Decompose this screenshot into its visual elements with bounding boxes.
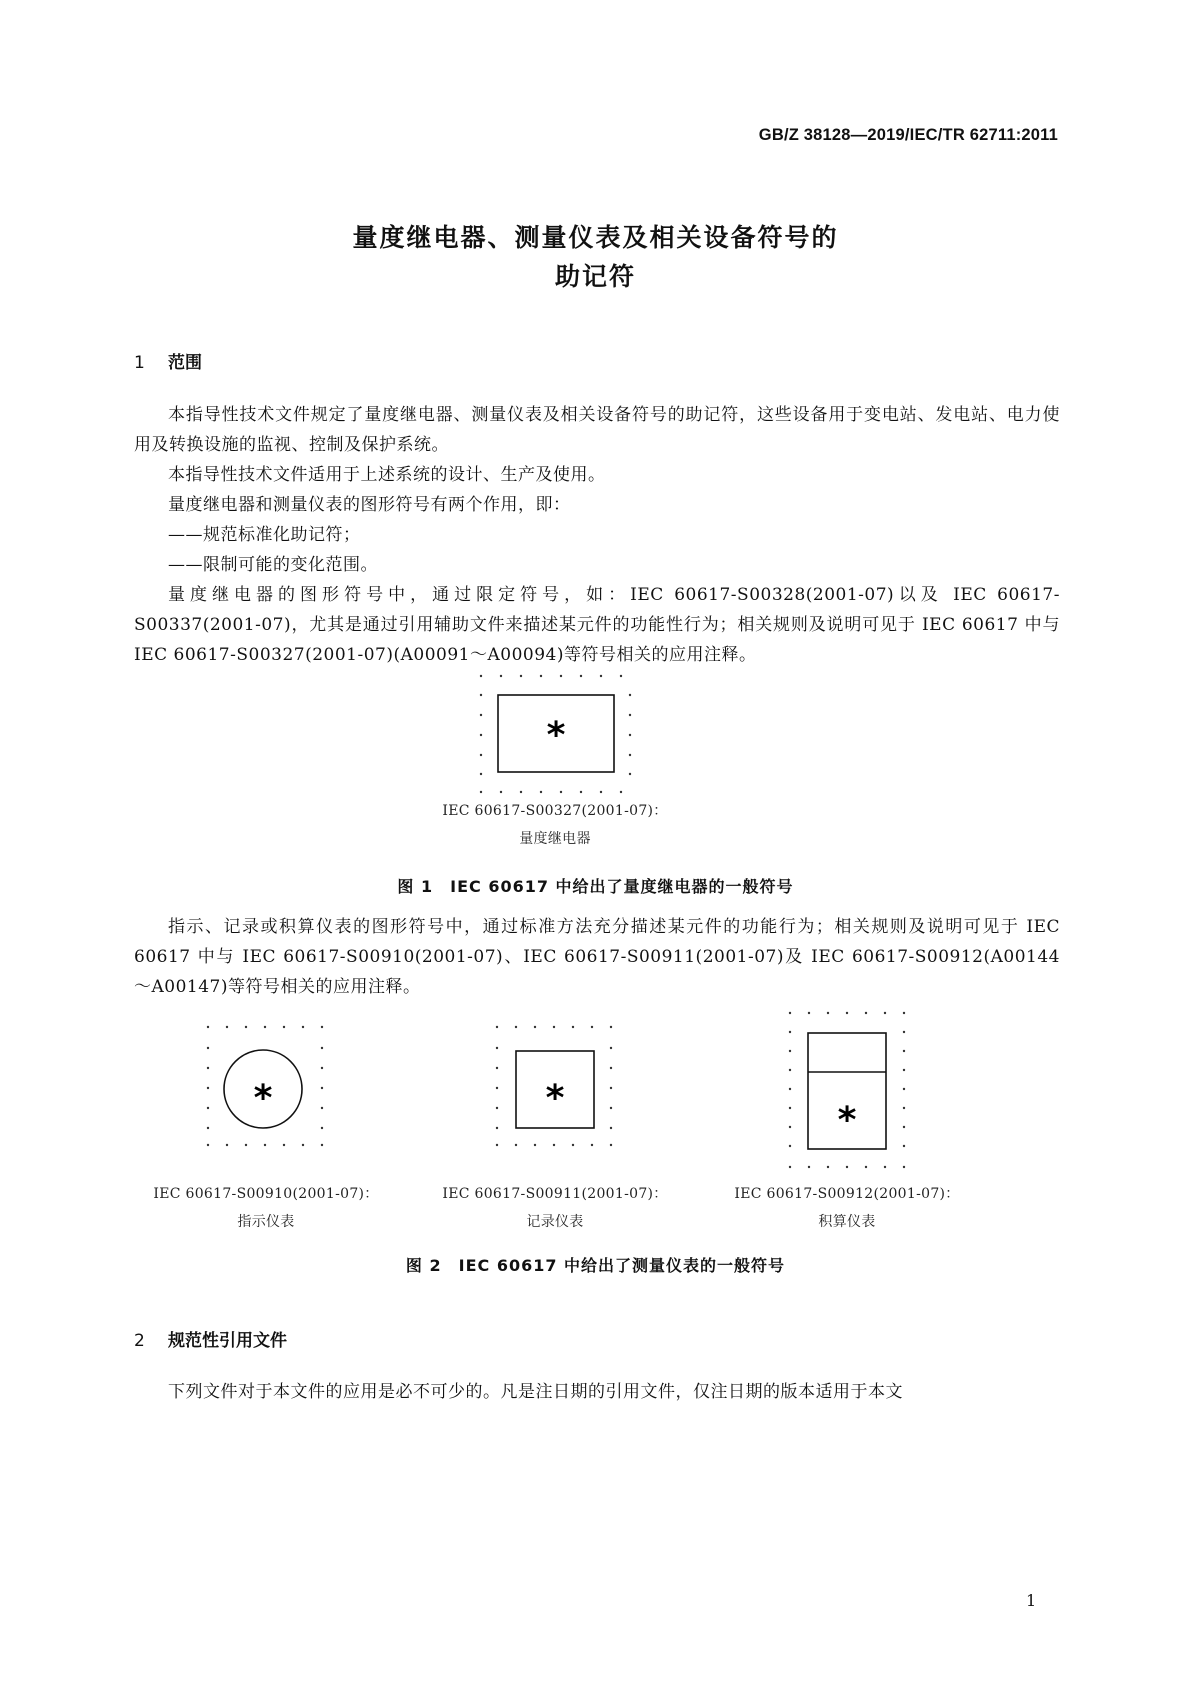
paragraph: 量度继电器和测量仪表的图形符号有两个作用，即： (168, 495, 571, 515)
section-1-body (134, 400, 1060, 670)
paragraph: 本指导性技术文件规定了量度继电器、测量仪表及相关设备符号的助记符，这些设备用于变电站、发电站、电力使用及转换设施的监视、控制及保护系统。 (134, 405, 1060, 455)
document-title-line1: 量度继电器、测量仪表及相关设备符号的 (352, 223, 839, 252)
symbol-name: 量度继电器 (519, 831, 591, 847)
dotted-grid (789, 1012, 905, 1168)
asterisk-mark: * (253, 1078, 273, 1119)
symbol-code: IEC 60617-S00327(2001-07)： (442, 803, 668, 819)
list-item: ——限制可能的变化范围。 (168, 555, 378, 575)
integrating-instrument-symbol (778, 1004, 918, 1176)
document-title-line2: 助记符 (554, 262, 636, 291)
asterisk-mark: * (545, 1078, 565, 1119)
section-1-number: 1 (134, 353, 145, 373)
symbol-name: 积算仪表 (818, 1214, 876, 1230)
symbol-code: IEC 60617-S00912(2001-07)： (734, 1186, 960, 1202)
paragraph: 本指导性技术文件适用于上述系统的设计、生产及使用。 (168, 465, 606, 485)
section-2-heading (134, 1326, 287, 1351)
recording-instrument-symbol (485, 1018, 625, 1152)
symbol-code: IEC 60617-S00910(2001-07)： (153, 1186, 379, 1202)
symbol-code: IEC 60617-S00911(2001-07)： (442, 1186, 668, 1202)
indicating-instrument-label (136, 1180, 396, 1236)
indicating-instrument-symbol (196, 1018, 336, 1152)
paragraph: 下列文件对于本文件的应用是必不可少的。凡是注日期的引用文件，仅注日期的版本适用于本文 (168, 1382, 903, 1402)
section-1-title: 范围 (168, 353, 202, 373)
page-number: 1 (1026, 1591, 1037, 1610)
instrument-paragraph (134, 912, 1060, 1002)
figure-2-caption: 图 2 IEC 60617 中给出了测量仪表的一般符号 (405, 1256, 786, 1275)
document-code: GB/Z 38128—2019/IEC/TR 62711:2011 (758, 126, 1058, 144)
paragraph: 指示、记录或积算仪表的图形符号中，通过标准方法充分描述某元件的功能行为；相关规则及说明可见于 IEC 60617 中与 IEC 60617-S00910(2001-07)、IEC 60617-S00911(2001-07)及 IEC 60617-S00912(A00144～A00147)等符号相关的应用注释。 (134, 917, 1060, 997)
figure-1-symbol-label (420, 797, 690, 853)
symbol-name: 指示仪表 (237, 1214, 295, 1230)
symbol-name: 记录仪表 (526, 1214, 584, 1230)
integrating-instrument-label (717, 1180, 977, 1236)
measuring-relay-symbol (470, 668, 640, 800)
section-2-number: 2 (134, 1331, 145, 1351)
section-2-body (134, 1377, 1060, 1407)
list-item: ——规范标准化助记符； (168, 525, 361, 545)
asterisk-mark: * (837, 1100, 857, 1141)
asterisk-mark: * (546, 715, 566, 756)
figure-1-caption: 图 1 IEC 60617 中给出了量度继电器的一般符号 (397, 877, 794, 896)
paragraph: 量度继电器的图形符号中，通过限定符号，如：IEC 60617-S00328(2001-07)以及 IEC 60617-S00337(2001-07)，尤其是通过引用辅助文件来描述某元件的功能性行为；相关规则及说明可见于 IEC 60617 中与 IEC 60617-S00327(2001-07)(A00091～A00094)等符号相关的应用注释。 (134, 585, 1060, 665)
section-2-title: 规范性引用文件 (168, 1331, 287, 1351)
section-1-heading (134, 348, 202, 373)
recording-instrument-label (425, 1180, 685, 1236)
